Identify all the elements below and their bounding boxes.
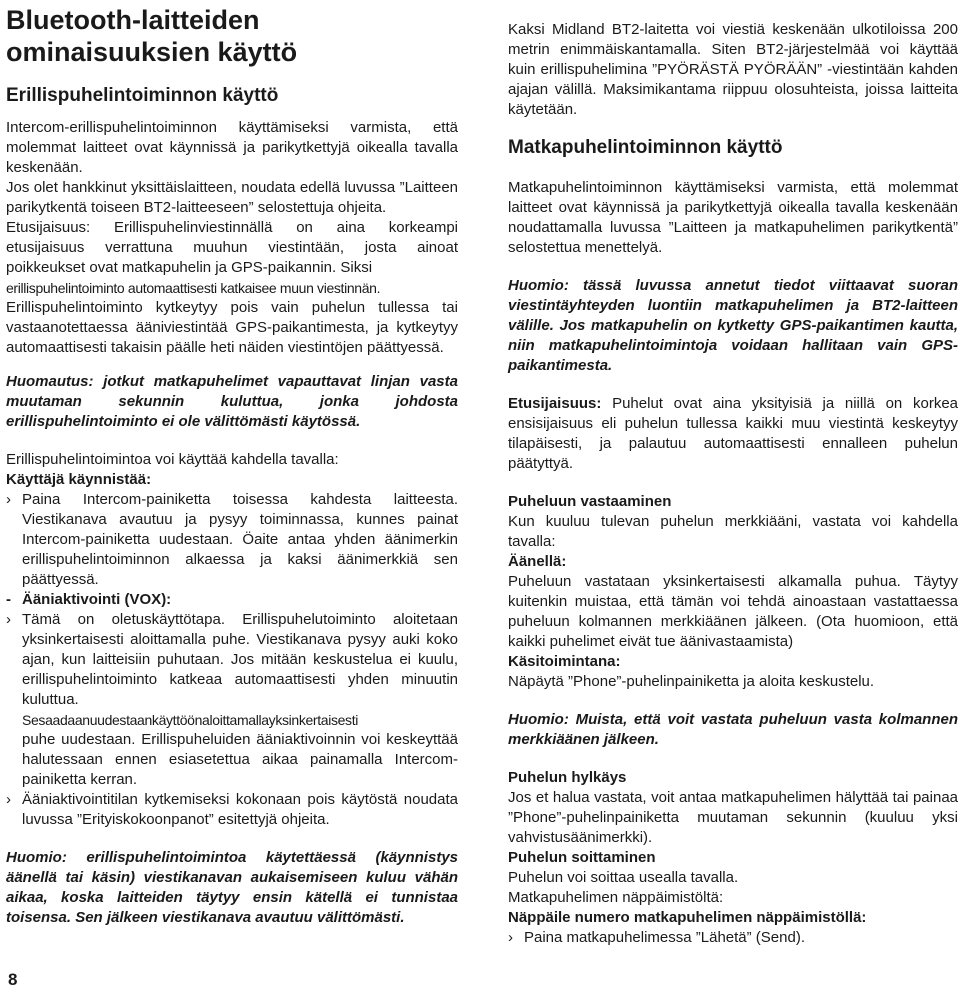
subheading-vox-text: Ääniaktivointi (VOX):	[22, 591, 172, 608]
subheading-reject: Puhelun hylkäys	[508, 769, 627, 786]
list-item-vox	[6, 610, 458, 790]
subheading-call: Puhelun soittaminen	[508, 849, 656, 866]
paragraph-phone-intro: Matkapuhelintoiminnon käyttämiseksi varmista, että molemmat laitteet ovat käynnissä ja parikytkettyjä oikealla tavalla keskenään noudattamalla luvussa ”Laitteen ja matkapuhelimen parikytkentä” selostettua menettelyä.	[508, 179, 958, 256]
paragraph-answer: Kun kuuluu tulevan puhelun merkkiääni, vastata voi kahdella tavalla:	[508, 513, 958, 550]
paragraph-voice: Puheluun vastataan yksinkertaisesti alkamalla puhua. Täytyy kuitenkin muistaa, että tämän voi tehdä ainoastaan vastattaessa puheluun kolmannen merkkiäänen jälkeen. (Ota huomioon, että kaikki puhelimet eivät tue äänivastaamista)	[508, 573, 958, 650]
paragraph-phone-priority	[508, 394, 958, 474]
section-heading-intercom: Erillispuhelintoiminnon käyttö	[6, 85, 279, 106]
bullet-arrow-icon: ›	[6, 611, 11, 628]
list-item-condensed-line: Sesaadaanuudestaankäyttöönaloittamallayksinkertaisesti	[22, 712, 358, 728]
page-number: 8	[8, 970, 18, 989]
list-item-text-end: puhe uudestaan. Erillispuheluiden ääniaktivoinnin voi keskeyttää halutessaan ennen esiasetettua aikaa painamalla Intercom-painiketta kerran.	[22, 731, 458, 788]
paragraph-intercom-switching: Erillispuhelintoiminto kytkeytyy pois vain puhelun tullessa tai vastaanotettaessa ääniviestintää GPS-paikantimesta, ja kytkeytyy automaattisesti takaisin päälle heti näiden viestintöjen päättyessä.	[6, 299, 458, 356]
subheading-voice: Äänellä:	[508, 553, 567, 570]
paragraph-pairing-reference: Jos olet hankkinut yksittäislaitteen, noudata edellä luvussa ”Laitteen parikytkentä toiseen BT2-laitteeseen” selostettuja ohjeita.	[6, 179, 458, 216]
subheading-vox	[6, 590, 458, 610]
subheading-user-start: Käyttäjä käynnistää:	[6, 471, 152, 488]
paragraph-call-ways: Puhelun voi soittaa usealla tavalla.	[508, 869, 739, 886]
paragraph-two-ways: Erillispuhelintoimintoa voi käyttää kahdella tavalla:	[6, 451, 339, 468]
list-item-text: Tämä on oletuskäyttötapa. Erillispuhelutoiminto aloitetaan yksinkertaisesti aloittamalla puhe. Viestikanava pysyy auki koko ajan, kun laitteisiin puhutaan. Jos mitään keskustelua ei kuulu, erillispuhelintoiminto katkeaa automaattisesti yhden minuutin kuluttua.	[22, 611, 458, 708]
subheading-dial: Näppäile numero matkapuhelimen näppäimistöllä:	[508, 909, 867, 926]
bullet-arrow-icon: ›	[6, 491, 11, 508]
right-column	[508, 0, 958, 948]
priority-label: Etusijaisuus:	[508, 395, 602, 412]
paragraph-manual: Näpäytä ”Phone”-puhelinpainiketta ja aloita keskustelu.	[508, 673, 875, 690]
paragraph-reject: Jos et halua vastata, voit antaa matkapuhelimen hälyttää tai painaa ”Phone”-puhelinpainiketta muutaman sekunnin (kuuluu yksi vahvistusäänimerkki).	[508, 789, 958, 846]
paragraph-call-keypad: Matkapuhelimen näppäimistöltä:	[508, 889, 724, 906]
paragraph-priority: Etusijaisuus: Erillispuhelinviestinnällä on aina korkeampi etusijaisuus verrattuna muuhun viestintään, josta ainoat poikkeukset ovat matkapuhelin ja GPS-paikannin. Siksi	[6, 219, 458, 276]
note-intercom-handshake: Huomio: erillispuhelintoimintoa käytettäessä (käynnistys äänellä tai käsin) viestikanavan aukaisemiseen kuluu vähän aikaa, koska laitteiden täytyy ensin kätellä ei tunnistaa toisensa. Sen jälkeen viestikanava avautuu välittömästi.	[6, 849, 458, 926]
paragraph-intercom-intro: Intercom-erillispuhelintoiminnon käyttämiseksi varmista, että molemmat laitteet ovat käynnissä ja parikytkettyjä oikealla tavalla keskenään.	[6, 119, 458, 176]
bullet-arrow-icon: ›	[508, 929, 513, 946]
subheading-manual: Käsitoimintana:	[508, 653, 621, 670]
list-item-text: Paina matkapuhelimessa ”Lähetä” (Send).	[524, 929, 805, 946]
list-item-manual	[6, 490, 458, 590]
list-item-text: Ääniaktivointitilan kytkemiseksi kokonaan pois käytöstä noudata luvussa ”Erityiskokoonpanot” esitettyjä ohjeita.	[22, 791, 458, 828]
left-column	[6, 0, 458, 928]
bullet-arrow-icon: ›	[6, 791, 11, 808]
subheading-answer: Puheluun vastaaminen	[508, 493, 672, 510]
list-item-send	[508, 928, 958, 948]
list-item-vox-disable	[6, 790, 458, 830]
paragraph-priority-last-line: erillispuhelintoiminto automaattisesti katkaisee muun viestinnän.	[6, 280, 381, 296]
page-title: Bluetooth-laitteiden ominaisuuksien käyttö	[6, 5, 298, 67]
paragraph-range: Kaksi Midland BT2-laitetta voi viestiä keskenään ulkotiloissa 200 metrin enimmäiskantamalla. Siten BT2-järjestelmää voi käyttää kuin erillispuhelimina ”PYÖRÄSTÄ PYÖRÄÄN” -viestintään kahden ajajan välillä. Maksimikantama riippuu olosuhteista, joissa laitteita käytetään.	[508, 21, 958, 118]
note-third-tone: Huomio: Muista, että voit vastata puheluun vasta kolmannen merkkiäänen jälkeen.	[508, 711, 958, 748]
priority-text: Puhelut ovat aina yksityisiä ja niillä on korkea ensisijaisuus eli puhelun tullessa kaikki muu viestintä keskeytyy tilapäisesti, ja palautuu automaattisesti ennalleen puhelun päätyttyä.	[508, 395, 958, 472]
section-heading-phone: Matkapuhelintoiminnon käyttö	[508, 137, 783, 158]
note-phone-line-release: Huomautus: jotkut matkapuhelimet vapauttavat linjan vasta muutaman sekunnin kuluttua, jonka johdosta erillispuhelintoiminto ei ole välittömästi käytössä.	[6, 373, 458, 430]
note-direct-connection: Huomio: tässä luvussa annetut tiedot viittaavat suoran viestintäyhteyden luontiin matkapuhelimen ja BT2-laitteen välille. Jos matkapuhelin on kytketty GPS-paikantimen kautta, niin matkapuhelintoimintoja voidaan hallitaan vain GPS-paikantimesta.	[508, 277, 958, 374]
list-item-text: Paina Intercom-painiketta toisessa kahdesta laitteesta. Viestikanava avautuu ja pysyy toiminnassa, kunnes painat Intercom-painiketta uudestaan. Öaite antaa yhden äänimerkin erillispuhelintoiminnon alkaessa ja kaksi äänimerkkiä sen päättyessä.	[22, 491, 458, 588]
dash-mark: -	[6, 591, 11, 608]
